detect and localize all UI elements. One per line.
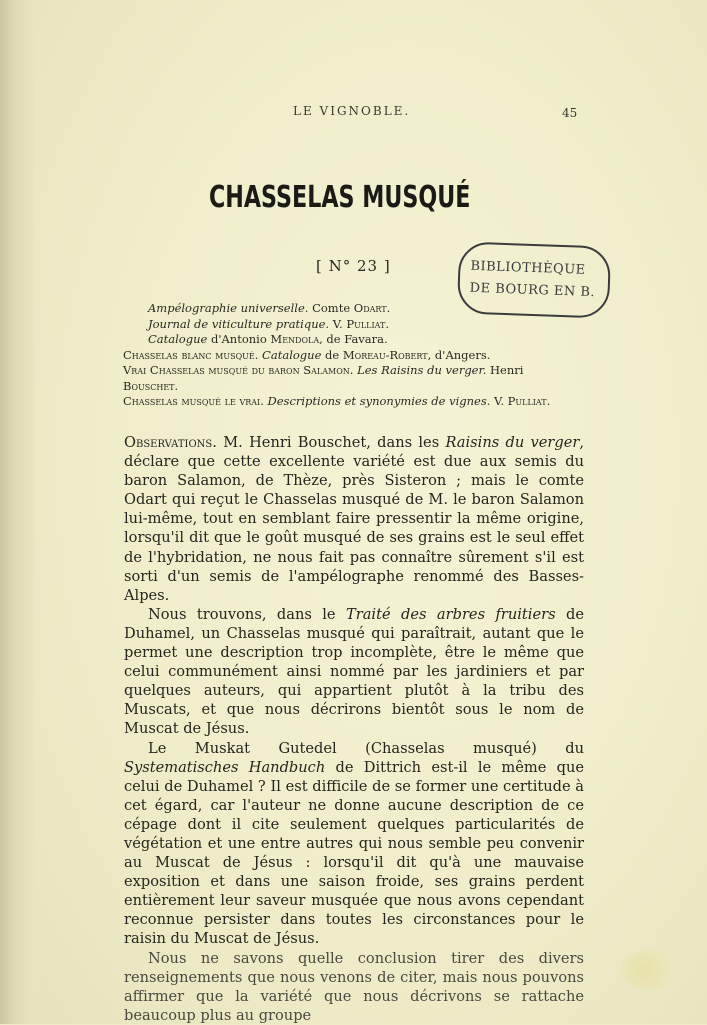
book-spine-gutter [0,0,34,1024]
ref-author: Pulliat [346,316,386,331]
ref-end: . [386,301,391,315]
ref-italic: Les Raisins du verger. [353,363,487,377]
stamp-line-1: BIBLIOTHÈQUE [470,258,586,278]
paragraph-observations [124,433,584,605]
running-head: LE VIGNOBLE. [293,104,411,118]
text-run: , déclare que cette excellente variété est due aux semis du baron Salamon, de Thèze, près Sisteron ; mais le comte Odart qui reçut le Chasselas musqué de M. le baron Salamon lui-même, tout en semblant faire pressentir la même origine, lorsqu'il dit que le goût musqué de ses grains est le seul effet de l'hybridation, ne nous fait pas connaître sûrement s'il est sorti d'un semis de l'ampélographe renommé des Basses-Alpes. [124,434,584,604]
ref-italic: Catalogue [148,332,208,346]
entry-number: [ N° 23 ] [316,257,391,275]
text-run: Nous trouvons, dans le [148,605,347,623]
reference-line [148,301,588,317]
reference-line [123,363,588,379]
ref-text: V. [490,394,508,408]
text-run: M. Henri Bouschet, dans les [216,434,446,451]
paragraph [124,605,584,739]
stamp-line-2: DE BOURG EN B. [469,280,596,301]
italic-title: Traité des arbres fruitiers [346,605,556,623]
body-text [124,433,584,1025]
reference-line [148,332,588,348]
ref-synonym: Chasselas musqué le vrai. [123,394,264,408]
ref-italic: Catalogue [258,347,322,362]
ref-author: Mendola [270,332,320,346]
ref-text: d'Antonio [207,332,271,346]
page-title: CHASSELAS MUSQUÉ [209,180,471,215]
italic-title: Systematisches Handbuch [124,758,326,776]
ref-end: . [174,378,179,393]
ref-synonym: Chasselas blanc musqué. [123,347,259,362]
references-list [123,301,588,410]
ref-end: , de Favara. [319,332,388,346]
ref-author: Odart [353,301,387,315]
reference-line [123,394,588,410]
ref-text: Comte [308,301,354,315]
paragraph [124,739,584,949]
ref-author: Pulliat [507,394,547,408]
ref-end: . [546,394,551,408]
reference-line [123,379,588,395]
ref-end: , d'Angers. [427,347,491,362]
paragraph [124,949,584,1025]
page-number: 45 [562,106,578,120]
ref-italic: Journal de viticulture pratique. [148,316,330,331]
italic-title: Raisins du verger [445,434,580,451]
ref-text: Henri [486,363,524,377]
ref-italic: Descriptions et synonymies de vignes. [263,394,491,408]
ref-italic: Ampélographie universelle. [148,301,309,315]
reference-line [148,317,588,333]
ref-synonym: Vrai Chasselas musqué du baron Salamon. [123,363,354,377]
reference-line [123,348,588,364]
ref-text: de [321,347,343,362]
section-label: Observations. [124,434,217,451]
text-run: Le Muskat Gutedel (Chasselas musqué) du [148,739,584,757]
text-run: Nous ne savons quelle conclusion tirer des divers renseignements que nous venons de citer, mais nous pouvons affirmer que la variété que nous décrivons se rattache beaucoup plus au groupe [124,949,584,1024]
ref-text: V. [329,316,347,331]
fruit-illustration-fragment [620,950,680,990]
ref-author: Moreau-Robert [342,347,428,362]
text-run: de Dittrich est-il le même que celui de Duhamel ? Il est difficile de se former une certitude à cet égard, car l'auteur ne donne aucune description de ce cépage dont il cite seulement quelques particularités de végétation et une entre autres qui nous semble peu convenir au Muscat de Jésus : lorsqu'il dit qu'à une mauvaise exposition et dans une saison froide, ses grains perdent entièrement leur saveur musquée que nous avons cependant reconnue persister dans toutes les circonstances pour le raisin du Muscat de Jésus. [124,758,584,948]
text-run: de Duhamel, un Chasselas musqué qui paraîtrait, autant que le permet une description trop incomplète, être le même que celui communément ainsi nommé par les jardiniers et par quelques auteurs, qui appartient plutôt à la tribu des Muscats, et que nous décrirons bientôt sous le nom de Muscat de Jésus. [124,605,584,738]
ref-author: Bouschet [123,378,175,393]
ref-end: . [385,316,389,331]
